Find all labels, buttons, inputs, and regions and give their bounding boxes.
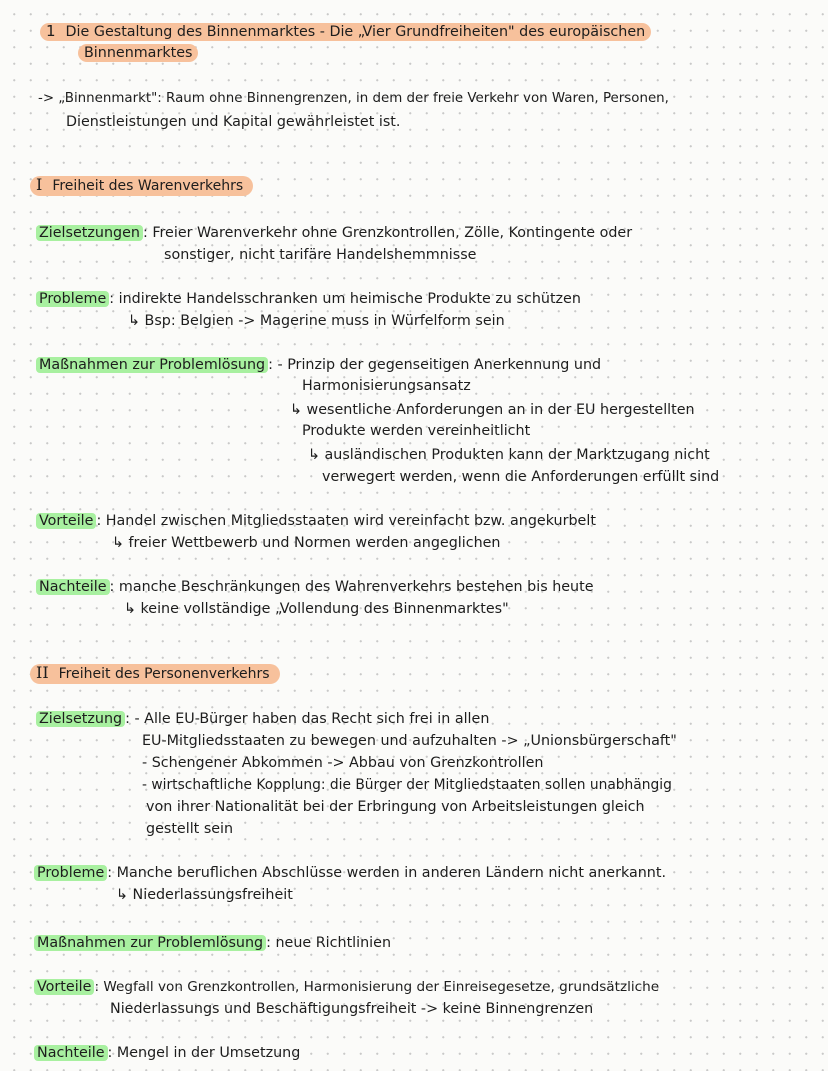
s1-mass-line-2: Harmonisierungsansatz bbox=[302, 378, 471, 394]
s1-mass-line-6: verwegert werden, wenn die Anforderungen erfüllt sind bbox=[322, 469, 720, 485]
s2-ziel-line-2: EU-Mitgliedsstaaten zu bewegen und aufzuhalten -> „Unionsbürgerschaft" bbox=[142, 733, 677, 749]
s2-nach-label: Nachteile bbox=[34, 1045, 108, 1061]
s2-nach-line-1 bbox=[34, 1044, 300, 1062]
s2-ziel-line-5: von ihrer Nationalität bei der Erbringung von Arbeitsleistungen gleich bbox=[146, 799, 645, 815]
s2-vor-line-2: Niederlassungs und Beschäftigungsfreiheit -> keine Binnengrenzen bbox=[110, 1001, 594, 1017]
s1-nach-label: Nachteile bbox=[36, 579, 110, 595]
heading-text: Die Gestaltung des Binnenmarktes - Die „Vier Grundfreiheiten" des europäischen bbox=[65, 24, 646, 40]
heading-line-2 bbox=[78, 44, 198, 62]
s1-nach-line-1 bbox=[36, 578, 594, 596]
s2-ziel-text-1: : - Alle EU-Bürger haben das Recht sich frei in allen bbox=[125, 711, 490, 727]
s1-prob-label: Probleme bbox=[36, 291, 109, 307]
section-2-highlight bbox=[30, 664, 280, 684]
s1-prob-text-1: : indirekte Handelsschranken um heimische Produkte zu schützen bbox=[109, 291, 581, 307]
s1-prob-line-2: ↳ Bsp: Belgien -> Magerine muss in Würfelform sein bbox=[128, 313, 505, 329]
s1-vor-line-1 bbox=[36, 512, 596, 530]
s1-ziel-line-1 bbox=[36, 224, 632, 242]
s1-mass-line-4: Produkte werden vereinheitlicht bbox=[302, 423, 531, 439]
s1-ziel-label: Zielsetzungen bbox=[36, 225, 143, 241]
s1-mass-line-3: ↳ wesentliche Anforderungen an in der EU hergestellten bbox=[290, 402, 695, 418]
s1-mass-line-5: ↳ ausländischen Produkten kann der Marktzugang nicht bbox=[308, 447, 710, 463]
s2-vor-line-1 bbox=[34, 978, 659, 996]
s2-prob-label: Probleme bbox=[34, 865, 107, 881]
section-1-title-text: Freiheit des Warenverkehrs bbox=[52, 178, 244, 194]
s2-vor-text-1: : Wegfall von Grenzkontrollen, Harmonisierung der Einreisegesetze, grundsätzliche bbox=[94, 979, 660, 995]
definition-line-2: Dienstleistungen und Kapital gewährleistet ist. bbox=[66, 114, 401, 130]
s2-prob-line-2: ↳ Niederlassungsfreiheit bbox=[116, 887, 293, 903]
definition-line-1: -> „Binnenmarkt": Raum ohne Binnengrenzen, in dem der freie Verkehr von Waren, Personen, bbox=[38, 91, 669, 106]
s1-mass-text-1: : - Prinzip der gegenseitigen Anerkennung und bbox=[268, 357, 602, 373]
s2-ziel-line-3: - Schengener Abkommen -> Abbau von Grenzkontrollen bbox=[142, 755, 544, 771]
heading-line-1 bbox=[40, 22, 651, 41]
heading-highlight bbox=[40, 23, 651, 41]
section-1-numeral: I bbox=[36, 175, 43, 194]
s2-ziel-label: Zielsetzung bbox=[36, 711, 125, 727]
s1-mass-label: Maßnahmen zur Problemlösung bbox=[36, 357, 268, 373]
s2-ziel-line-6: gestellt sein bbox=[146, 821, 234, 837]
s2-mass-label: Maßnahmen zur Problemlösung bbox=[34, 935, 266, 951]
s2-ziel-line-1 bbox=[36, 710, 489, 728]
heading-text-2: Binnenmarktes bbox=[78, 44, 198, 62]
s1-nach-line-2: ↳ keine vollständige „Vollendung des Binnenmarktes" bbox=[124, 601, 509, 617]
s1-ziel-text-1: : Freier Warenverkehr ohne Grenzkontrollen, Zölle, Kontingente oder bbox=[142, 225, 633, 241]
section-1-title bbox=[30, 176, 253, 195]
s1-vor-label: Vorteile bbox=[36, 513, 96, 529]
s2-ziel-line-4: - wirtschaftliche Kopplung: die Bürger der Mitgliedstaaten sollen unabhängig bbox=[142, 777, 672, 793]
s1-ziel-line-2: sonstiger, nicht tarifäre Handelshemmnisse bbox=[164, 247, 477, 263]
s2-mass-line-1 bbox=[34, 934, 391, 952]
s1-mass-line-1 bbox=[36, 356, 601, 374]
s2-mass-text-1: : neue Richtlinien bbox=[266, 935, 392, 951]
s1-vor-line-2: ↳ freier Wettbewerb und Normen werden angeglichen bbox=[112, 535, 501, 551]
s1-prob-line-1 bbox=[36, 290, 581, 308]
s2-vor-label: Vorteile bbox=[34, 979, 94, 995]
s2-prob-line-1 bbox=[34, 864, 666, 882]
section-1-highlight bbox=[30, 176, 253, 196]
s2-nach-text-1: : Mengel in der Umsetzung bbox=[107, 1045, 301, 1061]
s1-nach-text-1: : manche Beschränkungen des Wahrenverkehrs bestehen bis heute bbox=[109, 579, 594, 595]
heading-number: 1 bbox=[46, 22, 56, 40]
section-2-numeral: II bbox=[36, 663, 49, 682]
section-2-title-text: Freiheit des Personenverkehrs bbox=[58, 666, 270, 682]
s1-vor-text-1: : Handel zwischen Mitgliedsstaaten wird vereinfacht bzw. angekurbelt bbox=[96, 513, 596, 529]
section-2-title bbox=[30, 664, 280, 683]
s2-prob-text-1: : Manche beruflichen Abschlüsse werden in anderen Ländern nicht anerkannt. bbox=[107, 865, 667, 881]
